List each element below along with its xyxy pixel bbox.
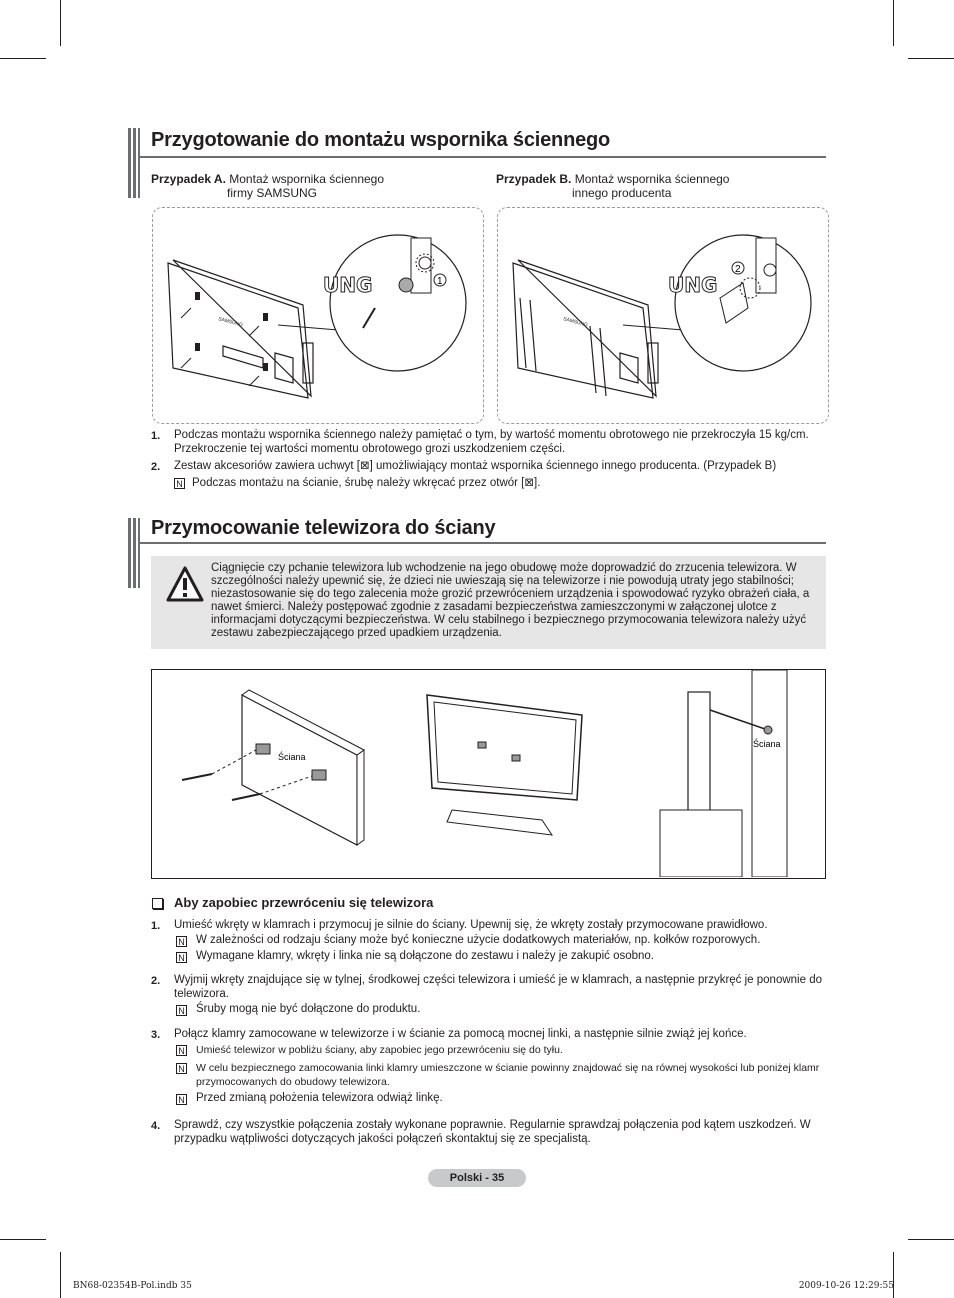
note-icon: N xyxy=(176,1045,187,1056)
list-item-text: Wyjmij wkręty znajdujące się w tylnej, środkowej części telewizora i umieść je w klamrach, a następnie przykręć je ponownie do telewizora. xyxy=(174,974,822,1000)
list-number: 3. xyxy=(151,1029,161,1041)
page-number: Polski - 35 xyxy=(428,1169,526,1187)
list-item-text: Podczas montażu wspornika ściennego należy pamiętać o tym, by wartość momentu obrotowego nie przekroczyła 15 kg/cm. Przekroczenie tej wartości momentu obrotowego grozi uszkodzeniem części. xyxy=(174,429,809,455)
crop-mark xyxy=(908,58,954,59)
crop-mark xyxy=(893,0,894,46)
callout-number: 2 xyxy=(735,264,741,275)
case-b-label: Przypadek B. Montaż wspornika ściennego innego producenta xyxy=(496,172,730,200)
list-number: 4. xyxy=(151,1120,161,1132)
warning-box xyxy=(151,556,826,649)
print-slug-left: BN68-02354B-Pol.indb 35 xyxy=(73,1281,192,1291)
anti-tip-figure xyxy=(151,669,826,879)
list-item-text: Zestaw akcesoriów zawiera uchwyt [⊠] umożliwiający montaż wspornika ściennego innego producenta. (Przypadek B) xyxy=(174,460,777,472)
list-number: 2. xyxy=(151,975,161,987)
crop-mark xyxy=(60,1252,61,1298)
note-text: W celu bezpiecznego zamocowania linki klamry umieszczone w ścianie powinny znajdować się na równej wysokości lub poniżej klamr przymocowanych do obudowy telewizora. xyxy=(196,1062,820,1088)
section-marker xyxy=(128,128,140,198)
list-number: 1. xyxy=(151,920,161,932)
figure-case-a xyxy=(152,207,484,424)
crop-mark xyxy=(908,1239,954,1240)
wall-label: Ściana xyxy=(753,739,781,749)
note-text: Podczas montażu na ścianie, śrubę należy wkręcać przez otwór [⊠]. xyxy=(192,477,541,489)
crop-mark xyxy=(893,1252,894,1298)
figure-case-b xyxy=(497,207,829,424)
note-text: W zależności od rodzaju ściany może być konieczne użycie dodatkowych materiałów, np. kołków rozporowych. xyxy=(196,934,761,946)
note-icon: N xyxy=(176,1094,187,1105)
crop-mark xyxy=(0,1239,46,1240)
note-icon: N xyxy=(174,478,185,489)
callout-number: 1 xyxy=(437,276,443,287)
print-slug-right: 2009-10-26 12:29:55 xyxy=(798,1281,894,1291)
note-text: Przed zmianą położenia telewizora odwiąż linkę. xyxy=(196,1092,443,1104)
list-number: 2. xyxy=(151,461,161,473)
list-item-text: Sprawdź, czy wszystkie połączenia zostały wykonane poprawnie. Regularnie sprawdzaj połączenia pod kątem uszkodzeń. W przypadku wątpliwości dotyczących jakości połączeń skontaktuj się ze specjalistą. xyxy=(174,1119,811,1145)
section-title: Przymocowanie telewizora do ściany xyxy=(151,517,496,539)
wall-mark: UNG xyxy=(323,273,373,297)
crop-mark xyxy=(0,58,46,59)
note-text: Wymagane klamry, wkręty i linka nie są dołączone do zestawu i należy je zakupić osobno. xyxy=(196,950,654,962)
wall-mark: UNG xyxy=(668,273,718,297)
note-icon: N xyxy=(176,952,187,963)
wall-mount-samsung-illustration xyxy=(153,208,483,423)
section-marker xyxy=(128,518,140,588)
case-a-label: Przypadek A. Montaż wspornika ściennego firmy SAMSUNG xyxy=(151,172,385,200)
list-number: 1. xyxy=(151,430,161,442)
tv-brand-label: SAMSUNG xyxy=(562,316,589,329)
anti-tip-illustration xyxy=(152,670,824,877)
checkbox-bullet-icon xyxy=(152,898,163,909)
subheading: Aby zapobiec przewróceniu się telewizora xyxy=(174,895,434,910)
section-rule xyxy=(140,156,826,158)
wall-mount-other-illustration xyxy=(498,208,828,423)
crop-mark xyxy=(60,0,61,46)
section-title: Przygotowanie do montażu wspornika ściennego xyxy=(151,129,611,151)
note-icon: N xyxy=(176,936,187,947)
wall-label: Ściana xyxy=(278,752,306,762)
tv-brand-label: SAMSUNG xyxy=(217,316,244,329)
note-text: Śruby mogą nie być dołączone do produktu. xyxy=(196,1003,421,1015)
note-icon: N xyxy=(176,1063,187,1074)
list-item-text: Umieść wkręty w klamrach i przymocuj je silnie do ściany. Upewnij się, że wkręty zostały przymocowane prawidłowo. xyxy=(174,919,768,931)
section-rule xyxy=(140,542,826,544)
warning-triangle-icon xyxy=(166,566,204,602)
note-icon: N xyxy=(176,1005,187,1016)
list-item-text: Połącz klamry zamocowane w telewizorze i w ścianie za pomocą mocnej linki, a następnie silnie zwiąż jej końce. xyxy=(174,1028,747,1040)
warning-text: Ciągnięcie czy pchanie telewizora lub wchodzenie na jego obudowę może doprowadzić do zrzucenia telewizora. W szczególności należy upewnić się, że dzieci nie uwieszają się na telewizorze i nie powodują utraty jego stabilności; niezastosowanie się do tego zalecenia może grozić przewróceniem urządzenia i spowodować ryzyko obrażeń ciała, a nawet śmierci. Należy postępować zgodnie z zasadami bezpieczeństwa zamieszczonymi w załączonej ulotce z informacjami dotyczącymi bezpieczeństwa. W celu stabilnego i bezpiecznego przymocowania telewizora należy użyć zestawu zabezpieczającego przed upadkiem urządzenia. xyxy=(211,562,810,639)
note-text: Umieść telewizor w pobliżu ściany, aby zapobiec jego przewróceniu się do tyłu. xyxy=(196,1044,563,1056)
